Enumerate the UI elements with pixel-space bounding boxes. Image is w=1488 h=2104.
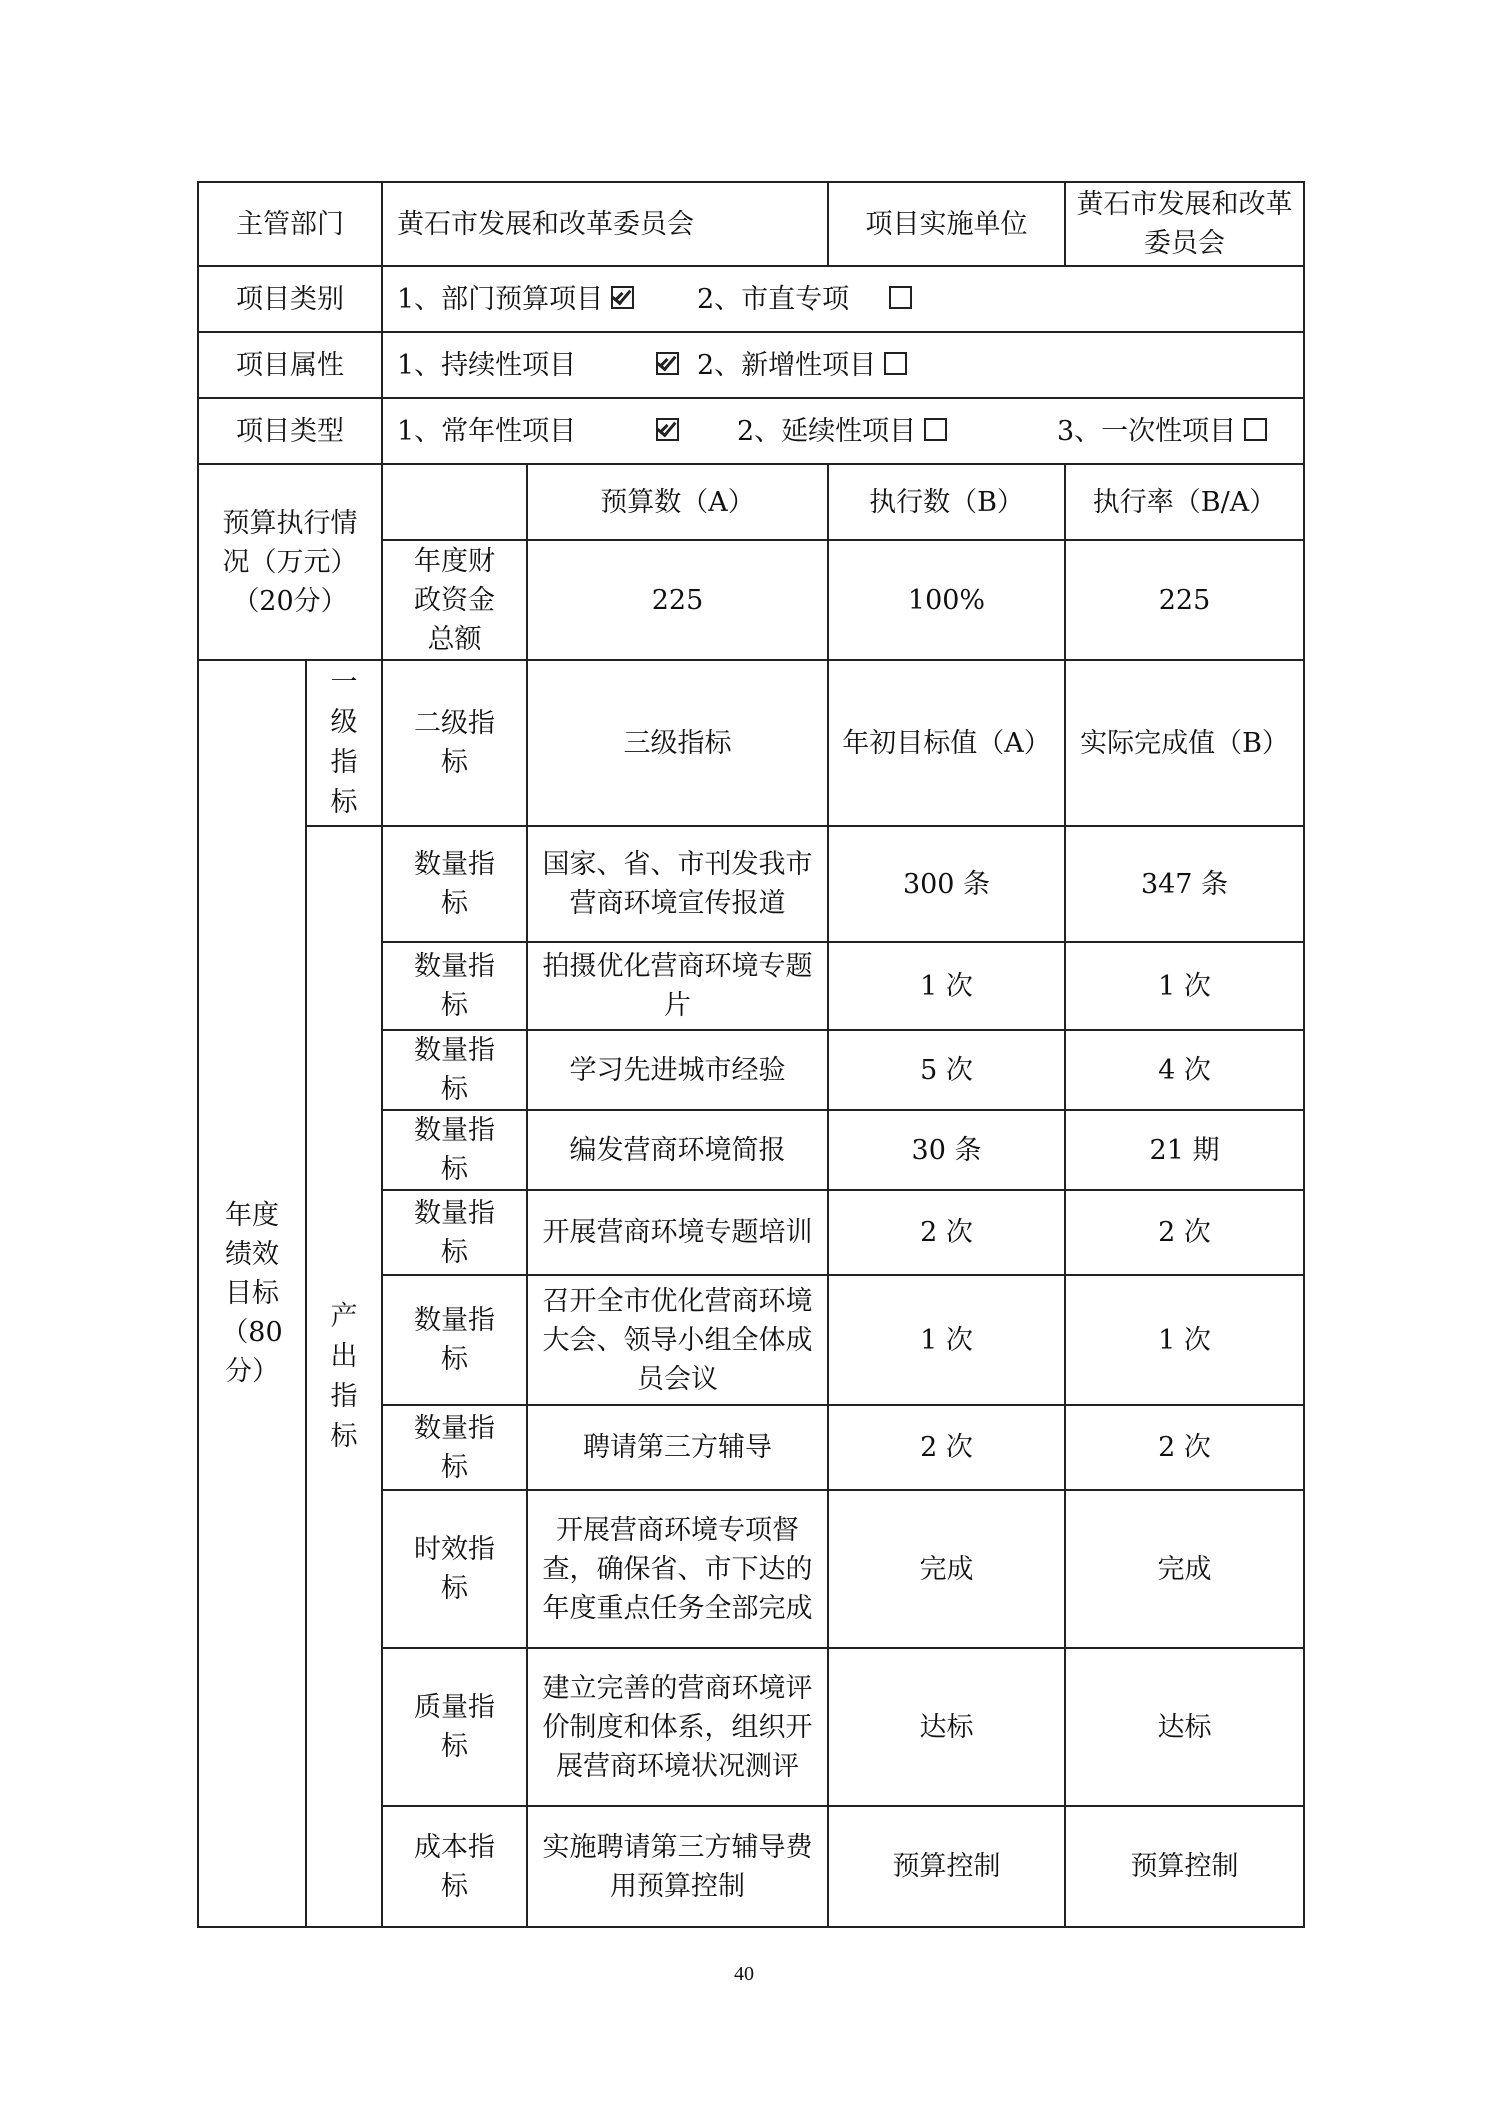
actual-cell: 347 条	[1065, 826, 1304, 942]
level3-cell: 国家、省、市刊发我市营商环境宣传报道	[527, 826, 828, 942]
option-extended	[737, 412, 1057, 451]
dept-value: 黄石市发展和改革委员会	[382, 182, 828, 266]
option-label: 2、新增性项目	[697, 349, 877, 381]
budget-header-row	[198, 464, 1304, 540]
unit-value: 黄石市发展和改革委员会	[1065, 182, 1304, 266]
option-label: 3、一次性项目	[1057, 415, 1237, 447]
goals-header-row	[198, 660, 1304, 826]
level2-cell: 数量指标	[382, 1190, 527, 1275]
option-label: 1、常年性项目	[397, 415, 577, 447]
attribute-row	[198, 332, 1304, 398]
option-continuous	[397, 346, 697, 385]
target-cell: 300 条	[828, 826, 1065, 942]
output-label-text: 产出指标	[330, 1300, 358, 1452]
type-options	[382, 398, 1304, 464]
level3-cell: 学习先进城市经验	[527, 1030, 828, 1110]
actual-cell: 4 次	[1065, 1030, 1304, 1110]
option-one-time	[1057, 412, 1267, 451]
actual-cell: 2 次	[1065, 1190, 1304, 1275]
option-label: 1、持续性项目	[397, 349, 577, 381]
actual-cell: 达标	[1065, 1648, 1304, 1806]
level2-cell: 数量指标	[382, 1275, 527, 1405]
option-label: 1、部门预算项目	[397, 283, 604, 315]
level3-cell: 建立完善的营商环境评价制度和体系，组织开展营商环境状况测评	[527, 1648, 828, 1806]
budget-label: 预算执行情况（万元）（20分）	[198, 464, 382, 660]
checked-box-icon	[611, 286, 634, 309]
page-number: 40	[734, 1963, 754, 1985]
option-city-special	[697, 280, 912, 319]
target-cell: 达标	[828, 1648, 1065, 1806]
category-options	[382, 266, 1304, 332]
budget-col-rate: 执行率（B/A）	[1065, 464, 1304, 540]
level2-cell: 成本指标	[382, 1806, 527, 1927]
attribute-options	[382, 332, 1304, 398]
option-annual	[397, 412, 737, 451]
level3-cell: 召开全市优化营商环境大会、领导小组全体成员会议	[527, 1275, 828, 1405]
actual-cell: 21 期	[1065, 1110, 1304, 1190]
output-label	[306, 826, 382, 1927]
category-label: 项目类别	[198, 266, 382, 332]
level2-cell: 数量指标	[382, 826, 527, 942]
attribute-label: 项目属性	[198, 332, 382, 398]
budget-col-b: 执行数（B）	[828, 464, 1065, 540]
budget-rate-value: 225	[1065, 540, 1304, 660]
level1-header-text: 一级指标	[330, 667, 358, 818]
target-cell: 1 次	[828, 942, 1065, 1030]
target-header: 年初目标值（A）	[828, 660, 1065, 826]
level3-cell: 拍摄优化营商环境专题片	[527, 942, 828, 1030]
target-cell: 完成	[828, 1490, 1065, 1648]
level2-cell: 时效指标	[382, 1490, 527, 1648]
category-row	[198, 266, 1304, 332]
table-row	[198, 826, 1304, 942]
level3-cell: 编发营商环境简报	[527, 1110, 828, 1190]
level3-header: 三级指标	[527, 660, 828, 826]
header-row	[198, 182, 1304, 266]
level3-cell: 开展营商环境专题培训	[527, 1190, 828, 1275]
goals-label	[198, 660, 306, 1927]
target-cell: 2 次	[828, 1405, 1065, 1490]
checkbox-icon	[889, 286, 912, 309]
level2-cell: 数量指标	[382, 1110, 527, 1190]
checked-box-icon	[656, 418, 679, 441]
actual-header: 实际完成值（B）	[1065, 660, 1304, 826]
target-cell: 30 条	[828, 1110, 1065, 1190]
target-cell: 5 次	[828, 1030, 1065, 1110]
budget-empty-cell	[382, 464, 527, 540]
budget-b-value: 100%	[828, 540, 1065, 660]
level3-cell: 聘请第三方辅导	[527, 1405, 828, 1490]
level2-header: 二级指标	[382, 660, 527, 826]
unit-label: 项目实施单位	[828, 182, 1065, 266]
level2-cell: 数量指标	[382, 1405, 527, 1490]
level2-cell: 数量指标	[382, 1030, 527, 1110]
level2-cell: 质量指标	[382, 1648, 527, 1806]
level2-cell: 数量指标	[382, 942, 527, 1030]
actual-cell: 1 次	[1065, 942, 1304, 1030]
checked-box-icon	[656, 352, 679, 375]
dept-label: 主管部门	[198, 182, 382, 266]
level3-cell: 实施聘请第三方辅导费用预算控制	[527, 1806, 828, 1927]
type-row	[198, 398, 1304, 464]
actual-cell: 1 次	[1065, 1275, 1304, 1405]
budget-col-a: 预算数（A）	[527, 464, 828, 540]
option-dept-budget	[397, 280, 697, 319]
level1-header	[306, 660, 382, 826]
level3-cell: 开展营商环境专项督查，确保省、市下达的年度重点任务全部完成	[527, 1490, 828, 1648]
checkbox-icon	[884, 352, 907, 375]
type-label: 项目类型	[198, 398, 382, 464]
option-new	[697, 346, 907, 385]
target-cell: 1 次	[828, 1275, 1065, 1405]
target-cell: 预算控制	[828, 1806, 1065, 1927]
checkbox-icon	[924, 418, 947, 441]
actual-cell: 预算控制	[1065, 1806, 1304, 1927]
target-cell: 2 次	[828, 1190, 1065, 1275]
performance-table	[197, 181, 1305, 1928]
goals-label-text: 年度绩效目标（80分）	[221, 1200, 283, 1387]
actual-cell: 2 次	[1065, 1405, 1304, 1490]
budget-row-label: 年度财政资金总额	[382, 540, 527, 660]
checkbox-icon	[1244, 418, 1267, 441]
option-label: 2、市直专项	[697, 283, 850, 315]
actual-cell: 完成	[1065, 1490, 1304, 1648]
budget-a-value: 225	[527, 540, 828, 660]
option-label: 2、延续性项目	[737, 415, 917, 447]
